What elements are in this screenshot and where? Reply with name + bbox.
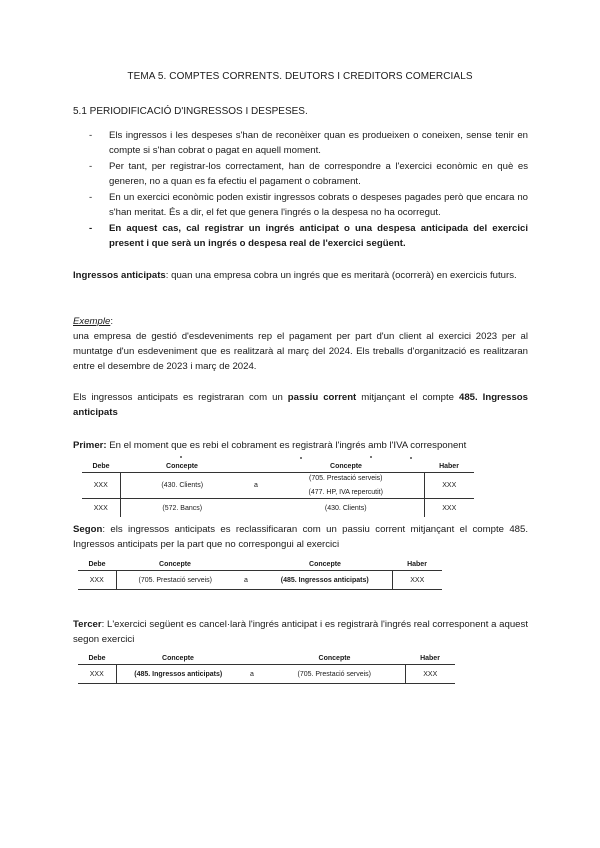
journal-table-1 (82, 461, 474, 517)
header-concepte: Concepte (116, 559, 234, 571)
registre-pre: Els ingressos anticipats es registraran com un (73, 392, 288, 403)
section-title: 5.1 PERIODIFICACIÓ D'INGRESSOS I DESPESES. (73, 106, 308, 117)
bullet-list (73, 128, 528, 252)
cell-a: a (240, 665, 264, 684)
cell-concepte-haber: (430. Clients) (268, 499, 424, 518)
cell-concepte-debe: (705. Prestació serveis) (116, 571, 234, 590)
bullet-text: En aquest cas, cal registrar un ingrés anticipat o una despesa anticipada del exercici present i que serà un ingrés o despesa real de l'exercici següent. (109, 223, 528, 249)
exemple-label: Exemple (73, 316, 111, 327)
cell-haber: XXX (424, 499, 474, 518)
cell-concepte-debe: (430. Clients) (161, 482, 204, 489)
bullet-dash: - (89, 161, 93, 172)
header-concepte: Concepte (120, 461, 244, 473)
page-title: TEMA 5. COMPTES CORRENTS. DEUTORS I CREDITORS COMERCIALS (127, 71, 473, 82)
segon-paragraph (73, 522, 528, 552)
exemple-paragraph (73, 314, 528, 374)
cell-debe: XXX (82, 473, 120, 499)
journal-table-3 (78, 653, 455, 684)
cell-haber: XXX (424, 473, 474, 499)
header-haber: Haber (405, 653, 455, 665)
bullet-item (73, 221, 528, 251)
primer-label: Primer: (73, 440, 107, 451)
primer-text: En el moment que es rebi el cobrament es registrarà l'ingrés amb l'IVA corresponent (106, 440, 467, 451)
bullet-item (73, 190, 528, 220)
header-concepte: Concepte (258, 559, 392, 571)
bullet-item (73, 128, 528, 158)
tercer-label: Tercer (73, 619, 102, 630)
bullet-text: Per tant, per registrar-los correctament, han de correspondre a l'exercici econòmic en què es generen, no a quan es fa efectiu el pagament o cobrament. (109, 161, 528, 187)
exemple-colon: : (110, 316, 113, 327)
tercer-paragraph (73, 617, 528, 647)
cell-a: a (234, 571, 258, 590)
header-debe: Debe (82, 461, 120, 473)
cell-concepte-debe: (485. Ingressos anticipats) (116, 665, 240, 684)
header-debe: Debe (78, 653, 116, 665)
registre-bold-2: 485. Ingressos anticipats (73, 392, 528, 418)
journal-table-2 (78, 559, 442, 590)
cell-concepte-haber (268, 473, 424, 499)
bullet-dash: - (89, 223, 93, 234)
header-concepte: Concepte (268, 461, 424, 473)
registre-paragraph (73, 390, 528, 420)
cell-debe: XXX (78, 665, 116, 684)
segon-label: Segon (73, 524, 103, 535)
scan-artifacts (150, 456, 450, 459)
cell-debe: XXX (82, 499, 120, 518)
header-concepte: Concepte (116, 653, 240, 665)
cell-haber: XXX (405, 665, 455, 684)
bullet-dash: - (89, 192, 93, 203)
concepte-line: (705. Prestació serveis) (308, 475, 383, 482)
primer-paragraph (73, 438, 528, 453)
segon-text: : els ingressos anticipats es reclassificaran com un passiu corrent mitjançant el compte 485. Ingressos anticipats per la part que no correspongui al exercici (73, 524, 528, 550)
ingressos-term: Ingressos anticipats (73, 270, 166, 281)
bullet-text: En un exercici econòmic poden existir ingressos cobrats o despeses pagades però que encara no s'han meritat. És a dir, el fet que genera l'ingrés o la despesa no ha ocorregut. (109, 192, 528, 218)
cell-debe: XXX (78, 571, 116, 590)
ingressos-paragraph (73, 268, 528, 283)
header-haber: Haber (392, 559, 442, 571)
concepte-line: (477. HP, IVA repercutit) (308, 489, 383, 496)
bullet-dash: - (89, 130, 93, 141)
bullet-item (73, 159, 528, 189)
header-concepte: Concepte (264, 653, 405, 665)
cell-concepte-haber: (705. Prestació serveis) (264, 665, 405, 684)
exemple-text: una empresa de gestió d'esdeveniments rep el pagament per part d'un client al exercici 2023 per al muntatge d'un esdeveniment que es realitzarà al març del 2024. Els treballs d'organització es realitzaran entre el desembre de 2023 i març de 2024. (73, 331, 528, 372)
header-debe: Debe (78, 559, 116, 571)
tercer-text: : L'exercici següent es cancel·larà l'ingrés anticipat i es registrarà l'ingrés real corresponent a aquest segon exercici (73, 619, 528, 645)
cell-concepte-debe: (572. Bancs) (120, 499, 244, 518)
registre-mid: mitjançant el compte (356, 392, 459, 403)
cell-haber: XXX (392, 571, 442, 590)
header-haber: Haber (424, 461, 474, 473)
cell-concepte-haber: (485. Ingressos anticipats) (258, 571, 392, 590)
bullet-text: Els ingressos i les despeses s'han de reconèixer quan es produeixen o coneixen, sense tenir en compte si s'han cobrat o pagat en aquell moment. (109, 130, 528, 156)
registre-bold-1: passiu corrent (287, 392, 357, 403)
cell-a: a (254, 482, 258, 489)
ingressos-text: : quan una empresa cobra un ingrés que es meritarà (ocorrerà) en exercicis futurs. (165, 270, 517, 281)
